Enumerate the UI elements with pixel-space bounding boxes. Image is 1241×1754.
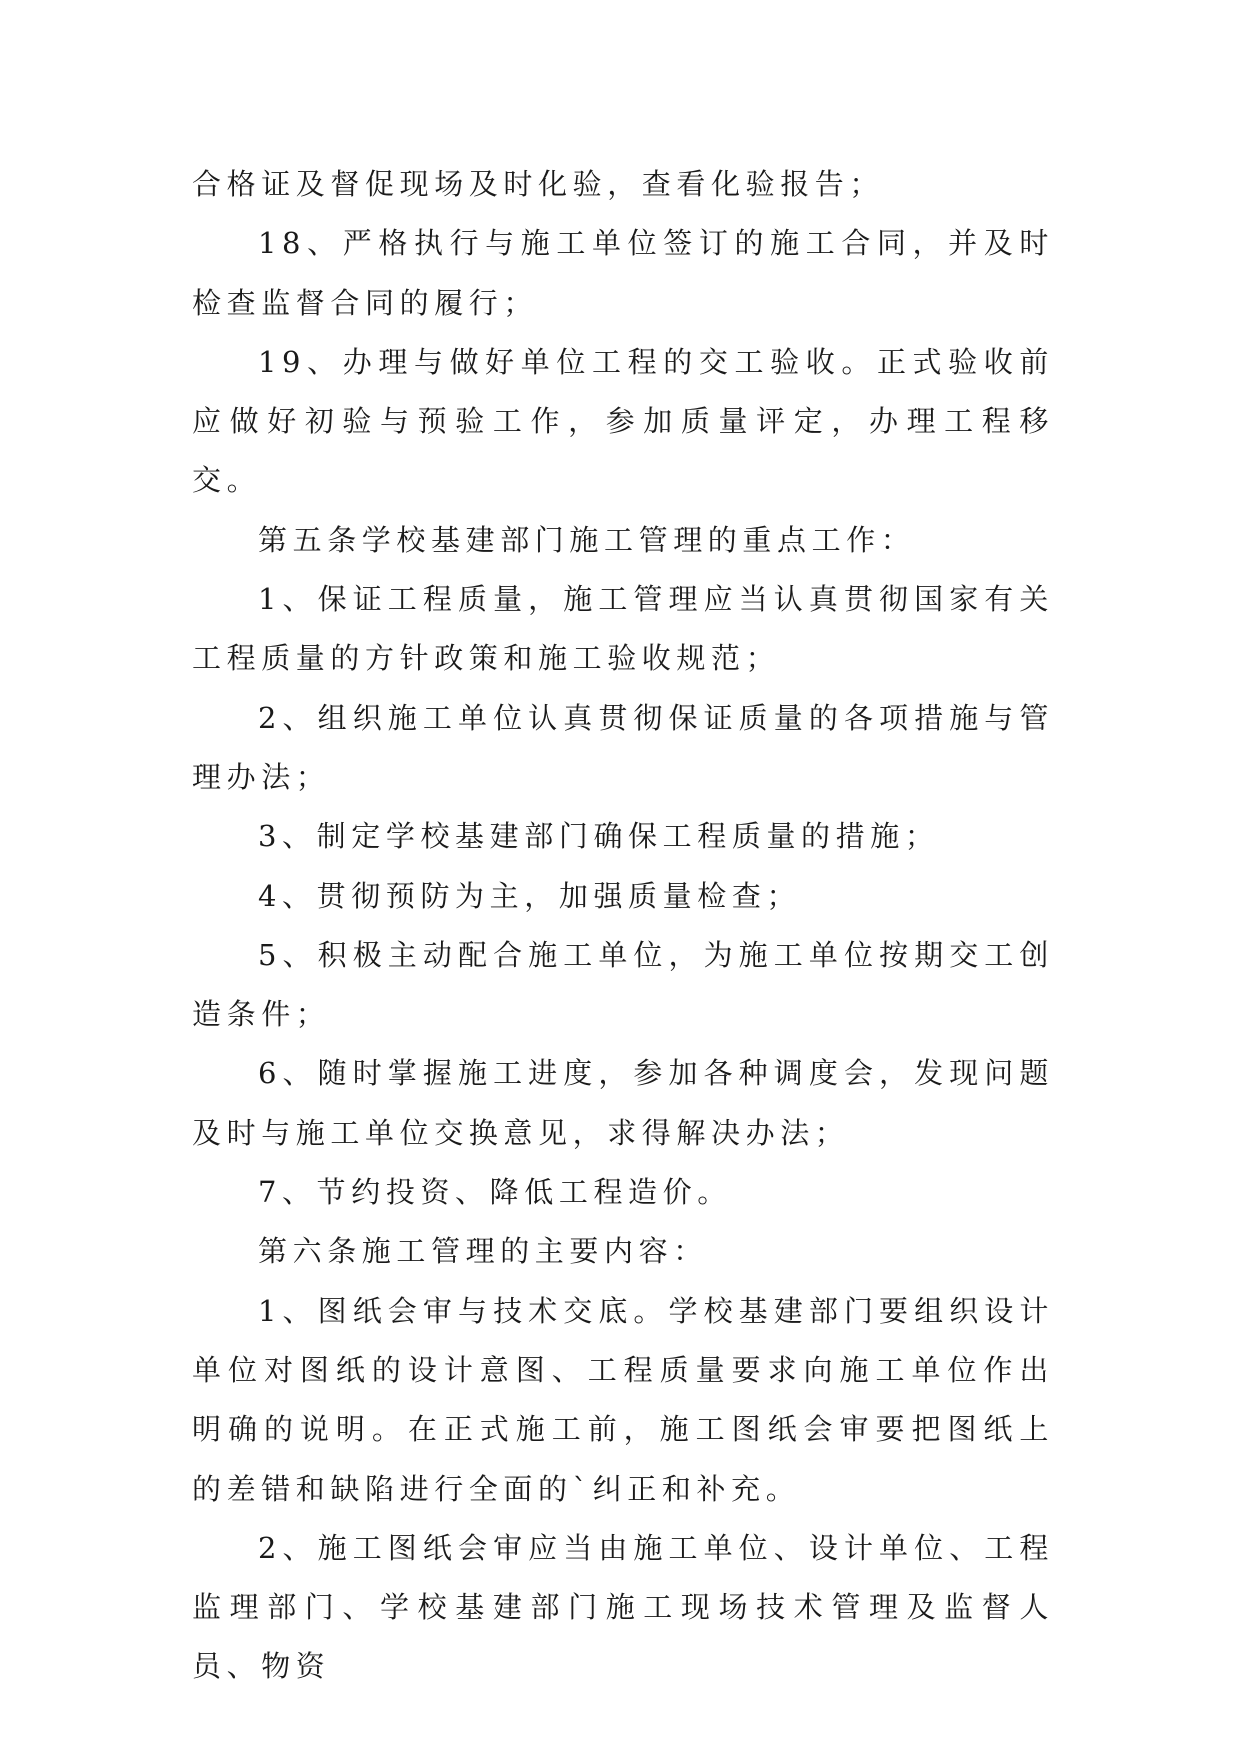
- list-item: 1、保证工程质量，施工管理应当认真贯彻国家有关工程质量的方针政策和施工验收规范；: [192, 582, 1054, 676]
- list-item: 6、随时掌握施工进度，参加各种调度会，发现问题及时与施工单位交换意见，求得解决办法；: [192, 1056, 1054, 1150]
- list-item: 5、积极主动配合施工单位，为施工单位按期交工创造条件；: [192, 937, 1054, 1032]
- section-heading: 第五条学校基建部门施工管理的重点工作：: [258, 522, 916, 557]
- list-item: 4、贯彻预防为主，加强质量检查；: [258, 878, 802, 913]
- list-item: 3、制定学校基建部门确保工程质量的措施；: [258, 819, 940, 854]
- paragraph: 合格证及督促现场及时化验，查看化验报告；: [192, 167, 885, 201]
- list-item: 7、节约投资、降低工程造价。: [258, 1175, 732, 1210]
- list-item: 2、组织施工单位认真贯彻保证质量的各项措施与管理办法；: [192, 700, 1054, 794]
- list-item: 2、施工图纸会审应当由施工单位、设计单位、工程监理部门、学校基建部门施工现场技术管理及监督人员、物资: [192, 1530, 1054, 1684]
- list-item: 1、图纸会审与技术交底。学校基建部门要组织设计单位对图纸的设计意图、工程质量要求向施工单位作出明确的说明。在正式施工前，施工图纸会审要把图纸上的差错和缺陷进行全面的`纠正和补充。: [192, 1293, 1054, 1506]
- paragraph: 18、严格执行与施工单位签订的施工合同，并及时检查监督合同的履行；: [192, 226, 1054, 320]
- paragraph: 19、办理与做好单位工程的交工验收。正式验收前应做好初验与预验工作，参加质量评定，办理工程移交。: [192, 344, 1054, 498]
- document-body: [192, 155, 1054, 1697]
- section-heading: 第六条施工管理的主要内容：: [258, 1234, 708, 1269]
